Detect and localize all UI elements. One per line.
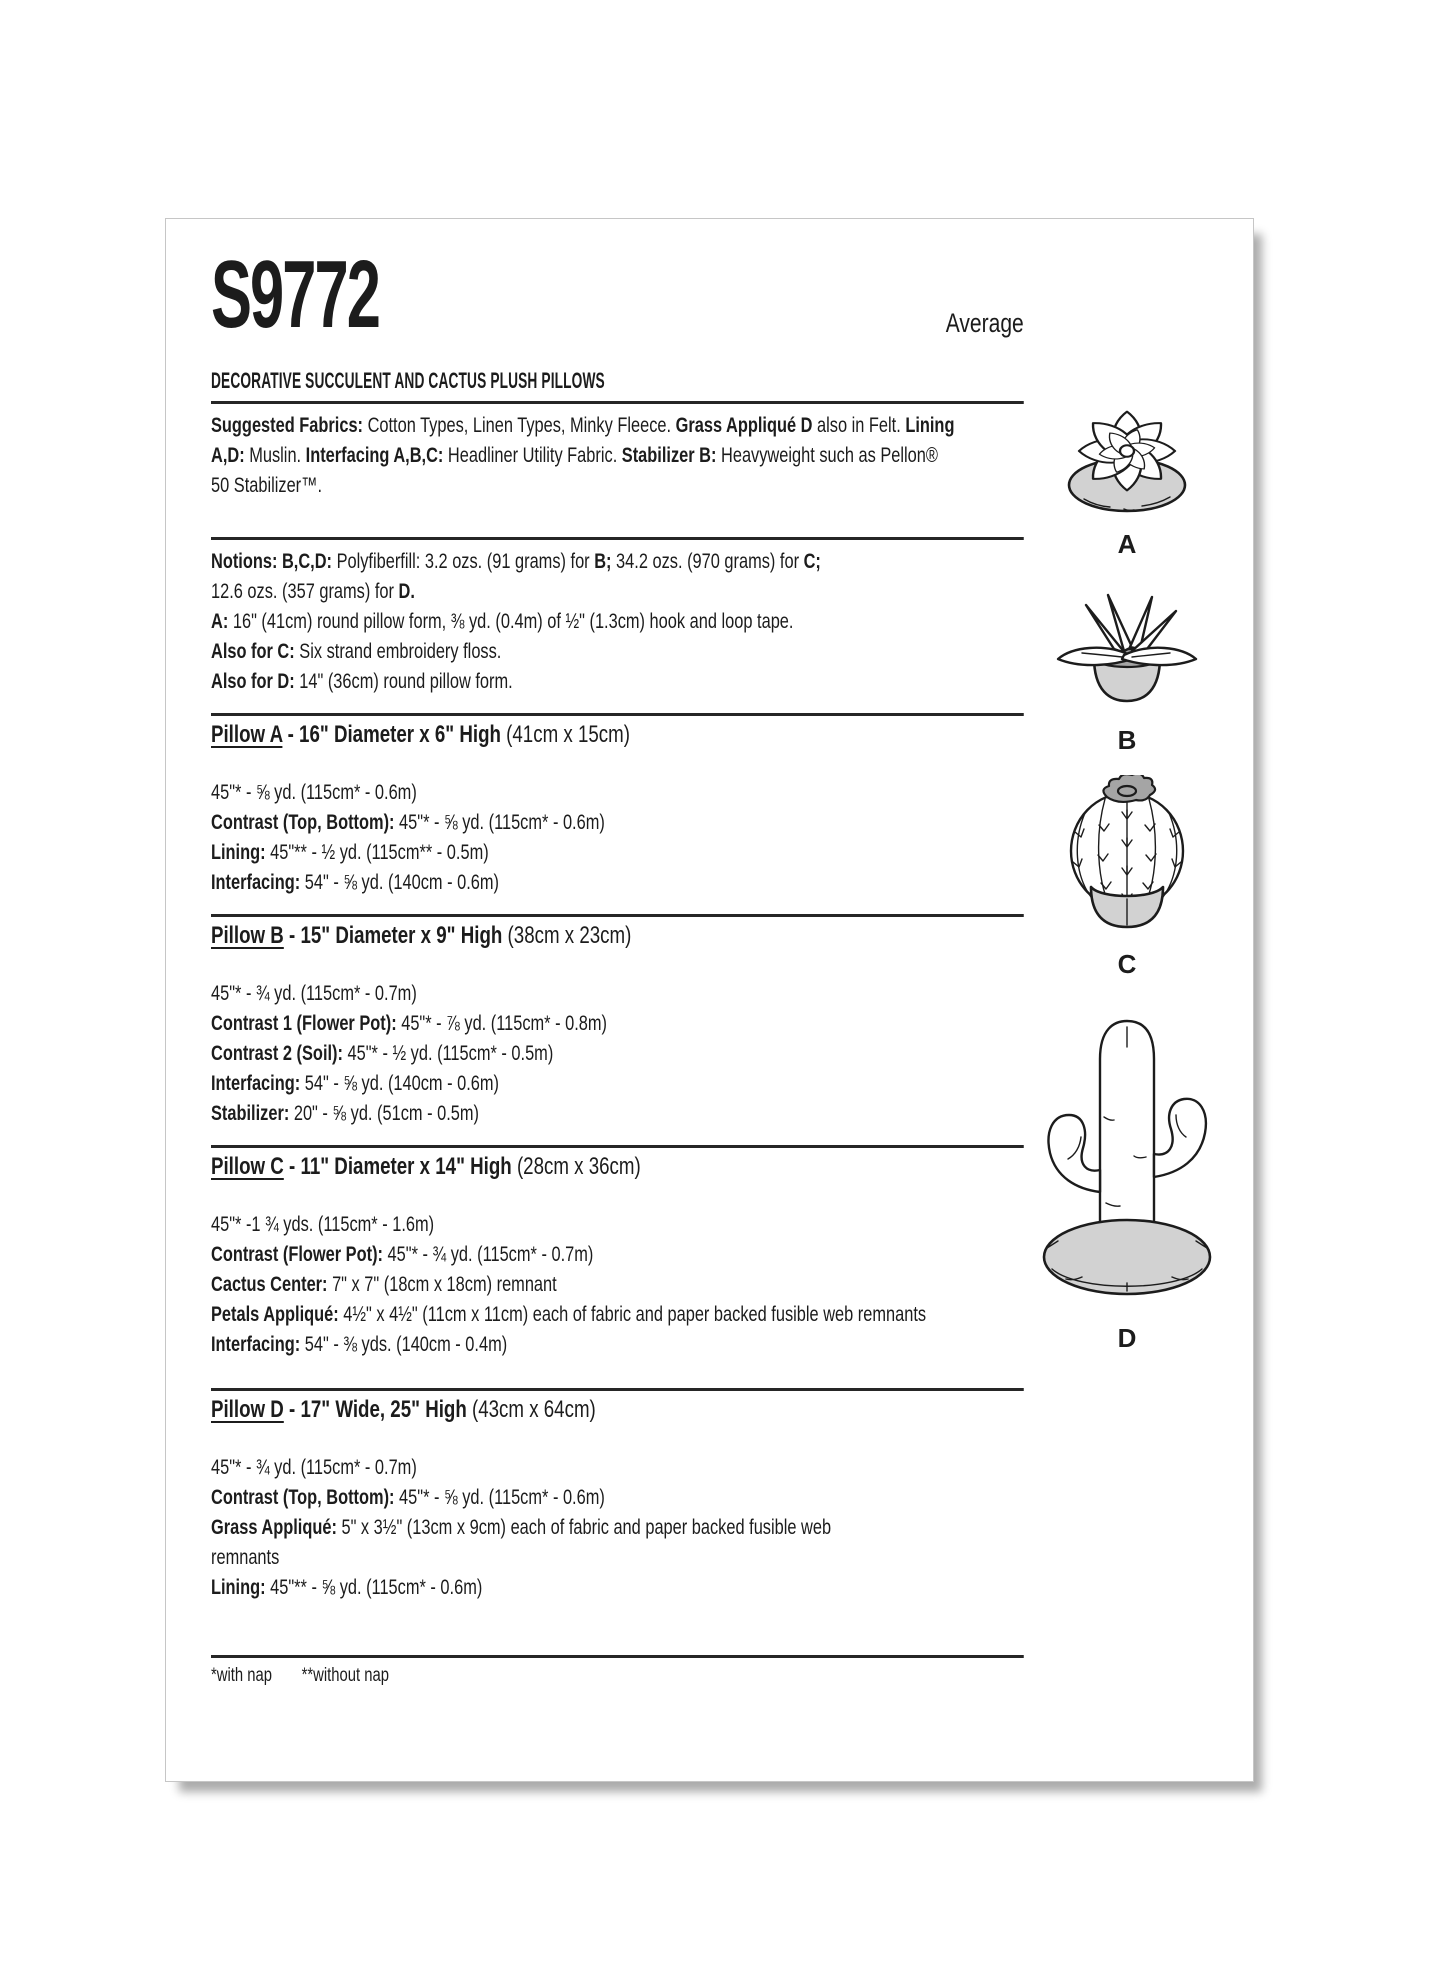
yardage-line: 45"* - ¾ yd. (115cm* - 0.7m) xyxy=(211,982,417,1005)
figure-pillow-b xyxy=(1022,591,1232,756)
yardage-line: Contrast 2 (Soil): 45"* - ½ yd. (115cm* - 0.5m) xyxy=(211,1042,554,1065)
fabrics-line: A,D: Muslin. Interfacing A,B,C: Headliner Utility Fabric. Stabilizer B: Heavyweight such as Pellon® xyxy=(211,444,938,467)
figure-pillow-c xyxy=(1022,775,1232,980)
saguaro-cactus-pillow-drawing xyxy=(1030,1007,1225,1307)
yardage-line: Cactus Center: 7" x 7" (18cm x 18cm) remnant xyxy=(211,1273,557,1296)
pillow-a-heading: Pillow A - 16" Diameter x 6" High (41cm x 15cm) xyxy=(211,721,630,748)
yardage-line: 45"* -1 ¾ yds. (115cm* - 1.6m) xyxy=(211,1213,435,1236)
instructions-column xyxy=(211,231,1024,1688)
pillow-c-heading: Pillow C - 11" Diameter x 14" High (28cm x 36cm) xyxy=(211,1153,641,1180)
yardage-line: 45"* - ¾ yd. (115cm* - 0.7m) xyxy=(211,1456,417,1479)
pattern-number: S9772 xyxy=(211,241,379,348)
pillow-d-section xyxy=(211,1397,1024,1603)
pillow-a-section xyxy=(211,722,1024,898)
figure-c-label: C xyxy=(1117,949,1137,979)
barrel-cactus-pillow-drawing xyxy=(1057,775,1197,933)
yardage-line: Lining: 45"** - ½ yd. (115cm** - 0.5m) xyxy=(211,841,489,864)
with-nap-note: *with nap xyxy=(211,1665,272,1686)
yardage-line: Interfacing: 54" - ⅜ yds. (140cm - 0.4m) xyxy=(211,1333,508,1356)
yardage-line: Grass Appliqué: 5" x 3½" (13cm x 9cm) each of fabric and paper backed fusible web xyxy=(211,1516,832,1539)
nap-footnote xyxy=(211,1664,1024,1688)
page-title: DECORATIVE SUCCULENT AND CACTUS PLUSH PILLOWS xyxy=(211,368,605,393)
figure-a-label: A xyxy=(1117,529,1137,559)
pillow-b-section xyxy=(211,923,1024,1129)
fabrics-line: Suggested Fabrics: Cotton Types, Linen Types, Minky Fleece. Grass Appliqué D also in Felt. Lining xyxy=(211,414,955,437)
yardage-line: Contrast 1 (Flower Pot): 45"* - ⅞ yd. (115cm* - 0.8m) xyxy=(211,1012,607,1035)
pattern-envelope-page xyxy=(165,218,1254,1782)
fabrics-line: 50 Stabilizer™. xyxy=(211,474,323,497)
yardage-line: Petals Appliqué: 4½" x 4½" (11cm x 11cm) each of fabric and paper backed fusible web remnants xyxy=(211,1303,927,1326)
divider-rule xyxy=(211,401,1024,404)
pillow-b-heading: Pillow B - 15" Diameter x 9" High (38cm x 23cm) xyxy=(211,922,632,949)
notions-line: A: 16" (41cm) round pillow form, ⅜ yd. (0.4m) of ½" (1.3cm) hook and loop tape. xyxy=(211,610,794,633)
divider-rule xyxy=(211,914,1024,917)
divider-rule xyxy=(211,713,1024,716)
figure-b-label: B xyxy=(1117,725,1137,755)
notions-line: 12.6 ozs. (357 grams) for D. xyxy=(211,580,415,603)
yardage-line: remnants xyxy=(211,1546,280,1569)
page-title-wrap xyxy=(211,369,1024,393)
notions-paragraph xyxy=(211,547,1024,697)
divider-rule xyxy=(211,1388,1024,1391)
figure-d-label: D xyxy=(1117,1323,1137,1353)
succulent-rosette-pillow-drawing xyxy=(1060,399,1195,517)
pillow-d-heading: Pillow D - 17" Wide, 25" High (43cm x 64cm) xyxy=(211,1396,596,1423)
notions-line: Also for C: Six strand embroidery floss. xyxy=(211,640,502,663)
divider-rule xyxy=(211,537,1024,540)
yardage-line: Contrast (Flower Pot): 45"* - ¾ yd. (115cm* - 0.7m) xyxy=(211,1243,594,1266)
yardage-line: Interfacing: 54" - ⅝ yd. (140cm - 0.6m) xyxy=(211,871,499,894)
divider-rule xyxy=(211,1145,1024,1148)
without-nap-note: **without nap xyxy=(301,1665,389,1686)
yardage-line: Lining: 45"** - ⅝ yd. (115cm* - 0.6m) xyxy=(211,1576,483,1599)
pillow-c-section xyxy=(211,1154,1024,1360)
figure-pillow-d xyxy=(1022,1007,1232,1354)
yardage-line: Stabilizer: 20" - ⅝ yd. (51cm - 0.5m) xyxy=(211,1102,479,1125)
divider-rule xyxy=(211,1655,1024,1658)
difficulty-label: Average xyxy=(945,308,1024,338)
yardage-line: Interfacing: 54" - ⅝ yd. (140cm - 0.6m) xyxy=(211,1072,499,1095)
notions-line: Notions: B,C,D: Polyfiberfill: 3.2 ozs. (91 grams) for B; 34.2 ozs. (970 grams) for C; xyxy=(211,550,821,573)
figure-pillow-a xyxy=(1022,399,1232,560)
potted-succulent-pillow-drawing xyxy=(1052,591,1202,713)
yardage-line: Contrast (Top, Bottom): 45"* - ⅝ yd. (115cm* - 0.6m) xyxy=(211,811,605,834)
notions-line: Also for D: 14" (36cm) round pillow form. xyxy=(211,670,513,693)
suggested-fabrics-paragraph xyxy=(211,411,1024,501)
yardage-line: Contrast (Top, Bottom): 45"* - ⅝ yd. (115cm* - 0.6m) xyxy=(211,1486,605,1509)
yardage-line: 45"* - ⅝ yd. (115cm* - 0.6m) xyxy=(211,781,417,804)
header-row xyxy=(211,231,1024,348)
